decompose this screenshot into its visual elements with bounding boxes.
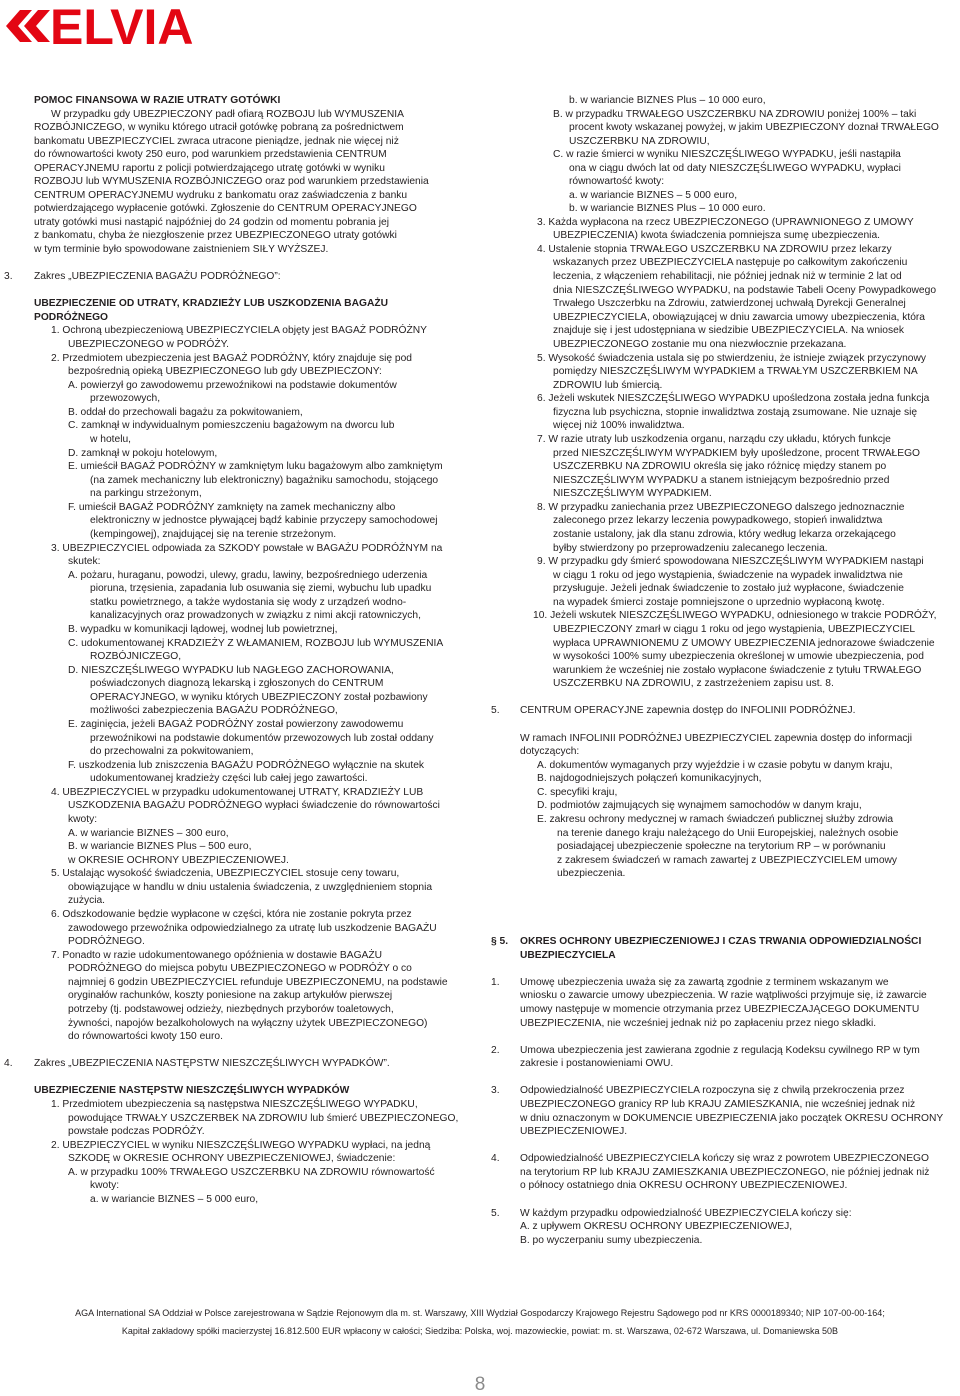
right-column-text-line: fizyczna lub psychiczna, stopnie inwalidztwa zostają zsumowane. Nie uznaje się: [553, 407, 918, 418]
right-column-text-line: UBEZPIECZONEGO zostanie mu ona niezwłocznie przekazana.: [553, 339, 847, 350]
right-column-text-line: na terytorium RP lub KRAJU ZAMIESZKANIA UBEZPIECZONEGO, nie później jednak niż: [520, 1167, 930, 1178]
right-column-text-line: B. w przypadku TRWAŁEGO USZCZERBKU NA ZDROWIU poniżej 100% – taki: [553, 109, 917, 120]
left-column-text-line: 2. UBEZPIECZYCIEL w wyniku NIESZCZĘŚLIWEGO WYPADKU wypłaci, na jedną: [51, 1140, 431, 1151]
right-column-text-line: UBEZPIECZONY zmarł w ciągu 1 roku od jego wystąpienia, UBEZPIECZYCIEL: [553, 624, 916, 635]
right-column-text-line: ZDROWIU lub śmiercią.: [553, 380, 663, 391]
brand-wordmark: ELVIA: [50, 6, 194, 46]
right-column-text-line: USZCZERBKU NA ZDROWIU, z zastrzeżeniem zapisu ust. 8.: [553, 678, 834, 689]
left-column-text-line: udokumentowanej kradzieży części lub całej jego zawartości.: [90, 773, 368, 784]
left-column-text-line: A. w wariancie BIZNES – 300 euro,: [68, 828, 229, 839]
right-column-text-line: Odpowiedzialność UBEZPIECZYCIELA kończy się wraz z powrotem UBEZPIECZONEGO: [520, 1153, 929, 1164]
left-column-text-line: A. powierzył go zawodowemu przewoźnikowi na podstawie dokumentów: [68, 380, 397, 391]
left-column-text-line: Zakres „UBEZPIECZENIA NASTĘPSTW NIESZCZĘŚLIWYCH WYPADKÓW”.: [34, 1058, 390, 1069]
right-column-text-line: leczenia, z włączeniem rehabilitacji, nie później jednak niż w terminie 2 lat od: [553, 271, 902, 282]
right-column-text-line: USZCZERBKU NA ZDROWIU określa się jako różnicę między stanem po: [553, 461, 887, 472]
left-column-text-line: ROZBÓJNICZEGO, w wyniku którego utracił gotówkę pobraną za pośrednictwem: [34, 122, 404, 133]
left-column-text-line: 7. Ponadto w razie udokumentowanego opóźnienia w dostawie BAGAŻU: [51, 950, 383, 961]
right-column-text-line: 5.: [491, 705, 500, 716]
left-column-text-line: a. w wariancie BIZNES – 5 000 euro,: [90, 1194, 259, 1205]
left-column-text-line: D. zamknął w pokoju hotelowym,: [68, 448, 218, 459]
left-column-text-line: ROZBÓJNICZEGO,: [90, 651, 182, 662]
left-column-text-line: B. oddał do przechowali bagażu za pokwitowaniem,: [68, 407, 303, 418]
right-column-text-line: NIESZCZĘŚLIWYM WYPADKU a stanem istniejącym bezpośrednio przed: [553, 475, 890, 486]
left-column-text-line: kwoty:: [90, 1180, 120, 1191]
left-column-text-line: 3.: [4, 271, 13, 282]
left-column-text-line: bankomatu UBEZPIECZYCIEL zwraca utracone pieniądze, jednak nie więcej niż: [34, 136, 399, 147]
left-column-text-line: kwoty:: [68, 814, 98, 825]
left-column-text-line: F. uszkodzenia lub zniszczenia BAGAŻU PODRÓŻNEGO wyłącznie na skutek: [68, 760, 425, 771]
right-column-text-line: wniosku o zawarcie umowy ubezpieczenia. W razie wątpliwości przyjmuje się, iż zawarcie: [520, 990, 927, 1001]
left-column-text-line: 4. UBEZPIECZYCIEL w przypadku udokumentowanej UTRATY, KRADZIEŻY LUB: [51, 787, 424, 798]
left-column-text-line: 4.: [4, 1058, 13, 1069]
right-column-text-line: B. po wyczerpaniu sumy ubezpieczenia.: [520, 1235, 703, 1246]
left-column-text-line: statku powietrznego, a także wydostania się wody z urządzeń wodno-: [90, 597, 407, 608]
left-column-text-line: przewozowych,: [90, 393, 161, 404]
right-column-text-line: USZCZERBKU NA ZDROWIU,: [569, 136, 710, 147]
left-column-text-line: 2. Przedmiotem ubezpieczenia jest BAGAŻ PODRÓŻNY, który znajduje się pod: [51, 353, 412, 364]
left-column-text-line: powstałe podczas PODRÓŻY.: [68, 1126, 205, 1137]
left-column-text-line: w OKRESIE OCHRONY UBEZPIECZENIOWEJ.: [68, 855, 289, 866]
left-column-text-line: do równowartości kwoty 150 euro.: [68, 1031, 223, 1042]
right-column-text-line: 9. W przypadku gdy śmierć spowodowana NIESZCZĘŚLIWYM WYPADKIEM nastąpi: [537, 556, 924, 567]
right-column-text-line: byłby stwierdzony po przeprowadzeniu zalecanego leczenia.: [553, 543, 828, 554]
right-column-text-line: przysługuje. Jeżeli jednak świadczenie to zostało już wypłacone, świadczenie: [553, 583, 904, 594]
left-column-text-line: potrzeby (tj. podstawowej odzieży, niezbędnych przyborów toaletowych,: [68, 1004, 394, 1015]
left-column-text-line: oryginałów rachunków, koszty poniesione na zakup artykułów pierwszej: [68, 990, 393, 1001]
right-column-text-line: 1.: [491, 977, 500, 988]
left-column-text-line: przewoźnikowi na podstawie dokumentów przewozowych lub został oddany: [90, 733, 434, 744]
left-column-text-line: SZKODĘ w OKRESIE OCHRONY UBEZPIECZENIOWEJ, świadczenie:: [68, 1153, 396, 1164]
left-column-text-line: obowiązujące w handlu w dniu ustalenia świadczenia, z uwzględnieniem stopnia: [68, 882, 433, 893]
left-column-text-line: C. udokumentowanej KRADZIEŻY Z WŁAMANIEM, ROZBOJU lub WYMUSZENIA: [68, 638, 444, 649]
left-column-text-line: UBEZPIECZENIE NASTĘPSTW NIESZCZĘŚLIWYCH WYPADKÓW: [34, 1085, 350, 1096]
left-column-text-line: żywności, napojów bezalkoholowych na wyłączny użytek UBEZPIECZONEGO): [68, 1018, 428, 1029]
page-number: 8: [474, 1374, 486, 1395]
left-column-text-line: 3. UBEZPIECZYCIEL odpowiada za SZKODY powstałe w BAGAŻU PODRÓŻNYM na: [51, 543, 443, 554]
right-column-text-line: wypłaca UPRAWNIONEMU Z UMOWY UBEZPIECZENIA jednorazowe świadczenie: [553, 638, 935, 649]
left-column-text-line: C. zamknął w indywidualnym pomieszczeniu bagażowym na dworcu lub: [68, 420, 395, 431]
right-column-text-line: z zakresem świadczeń w ramach zawartej z UBEZPIECZYCIELEM umowy: [557, 855, 898, 866]
right-column-text-line: równowartość kwoty:: [569, 176, 665, 187]
right-column-text-line: A. dokumentów wymaganych przy wyjeździe i w czasie pobytu w danym kraju,: [537, 760, 893, 771]
left-column-text-line: B. wypadku w komunikacji lądowej, wodnej lub powietrznej,: [68, 624, 338, 635]
right-column-text-line: Umowę ubezpieczenia uważa się za zawartą zgodnie z terminem wskazanym we: [520, 977, 889, 988]
left-column-text-line: 6. Odszkodowanie będzie wypłacone w części, która nie zostanie pokryta przez: [51, 909, 412, 920]
right-column-text-line: o północy ostatniego dnia OKRESU OCHRONY UBEZPIECZENIOWEJ.: [520, 1180, 848, 1191]
left-column-text-line: skutek:: [68, 556, 101, 567]
right-column-text-line: NIESZCZĘŚLIWYM WYPADKIEM.: [553, 488, 712, 499]
left-column-text-line: UBEZPIECZENIE OD UTRATY, KRADZIEŻY LUB USZKODZENIA BAGAŻU: [34, 298, 389, 309]
left-column-text-line: potwierdzającego wypłacenie gotówki. Zgłoszenie do CENTRUM OPERACYJNEGO: [34, 203, 417, 214]
right-column-text-line: wskazanych przez UBEZPIECZYCIELA następuje po całkowitym zakończeniu: [553, 257, 908, 268]
right-column-text-line: 2.: [491, 1045, 500, 1056]
left-column-text-line: D. NIESZCZĘŚLIWEGO WYPADKU lub NAGŁEGO ZACHOROWANIA,: [68, 665, 394, 676]
right-column-text-line: zaleconego przez lekarzy leczenia powypadkowego, stopień inwalidztwa: [553, 515, 883, 526]
right-column-text-line: b. w wariancie BIZNES Plus – 10 000 euro,: [569, 95, 766, 106]
left-column-text-line: 5. Ustalając wysokość świadczenia, UBEZPIECZYCIEL stosuje ceny towaru,: [51, 868, 400, 879]
right-column-text-line: przed NIESZCZĘŚLIWYM WYPADKIEM były upośledzone, procent TRWAŁEGO: [553, 448, 921, 459]
right-column-text-line: dotyczących:: [520, 746, 580, 757]
left-column-text-line: 1. Ochroną ubezpieczeniową UBEZPIECZYCIELA objęty jest BAGAŻ PODRÓŻNY: [51, 325, 427, 336]
right-column-text-line: CENTRUM OPERACYJNE zapewnia dostęp do INFOLINII PODRÓŻNEJ.: [520, 705, 856, 716]
left-column-text-line: możliwości zabezpieczenia BAGAŻU PODRÓŻNEGO,: [90, 705, 338, 716]
right-column-text-line: 8. W przypadku zaniechania przez UBEZPIECZONEGO dalszego jednoznacznie: [537, 502, 905, 513]
right-column-text-line: 10. Jeżeli wskutek NIESZCZĘŚLIWEGO WYPADKU, odniesionego w trakcie PODRÓŻY,: [533, 610, 937, 621]
right-column-text-line: Trwałego Uszczerbku na Zdrowiu, zatwierdzonej uchwałą Dyrekcji Generalnej: [553, 298, 906, 309]
right-column-text-line: E. zakresu ochrony medycznej w ramach świadczeń publicznej służby zdrowia: [537, 814, 894, 825]
right-column-text-line: § 5.: [491, 936, 509, 947]
right-column-text-line: umowy następuje w momencie otrzymania przez UBEZPIECZAJĄCEGO DOKUMENTU: [520, 1004, 920, 1015]
right-column-text-line: UBEZPIECZENIOWEJ.: [520, 1126, 628, 1137]
elvia-logo: [4, 6, 266, 46]
left-column-text-line: najmniej 6 godzin UBEZPIECZYCIEL refunduje UBEZPIECZONEMU, na podstawie: [68, 977, 448, 988]
left-column-text-line: zużycia.: [68, 895, 106, 906]
right-column-text-line: OKRES OCHRONY UBEZPIECZENIOWEJ I CZAS TRWANIA ODPOWIEDZIALNOŚCI: [520, 936, 922, 947]
left-column-text-line: E. zaginięcia, jeżeli BAGAŻ PODRÓŻNY został powierzony zawodowemu: [68, 719, 404, 730]
right-column-text-line: C. specyfiki kraju,: [537, 787, 618, 798]
right-column-text-line: UBEZPIECZENIA) kwota świadczenia pomniejsza sumę ubezpieczenia.: [553, 230, 880, 241]
right-column-text-line: w wysokości 100% sumy ubezpieczenia określonej w umowie ubezpieczenia, pod: [553, 651, 924, 662]
right-column-text-line: na terenie danego kraju należącego do Unii Europejskiej, należnych osobie: [557, 828, 899, 839]
right-column-text-line: UBEZPIECZYCIELA: [520, 950, 616, 961]
left-column-text-line: B. w wariancie BIZNES Plus – 500 euro,: [68, 841, 252, 852]
right-column-text-line: UBEZPIECZYCIELA, obowiązującej w dniu zawarcia umowy ubezpieczenia, która: [553, 312, 926, 323]
right-column-text-line: procent kwoty wskazanej powyżej, w jakim UBEZPIECZONY doznał TRWAŁEGO: [569, 122, 939, 133]
right-column-text-line: posiadającej ubezpieczenie społeczne na terytorium RP – w porównaniu: [557, 841, 886, 852]
right-column-text-line: W każdym przypadku odpowiedzialność UBEZPIECZYCIELA kończy się:: [520, 1208, 852, 1219]
right-column-text-line: 3.: [491, 1085, 500, 1096]
right-column-text-line: b. w wariancie BIZNES Plus – 10 000 euro.: [569, 203, 766, 214]
right-column-text-line: w dniu oznaczonym w DOKUMENCIE UBEZPIECZENIA jako początek OKRESU OCHRONY: [520, 1113, 944, 1124]
left-column-text-line: PODRÓŻNEGO: [34, 312, 109, 323]
right-column-text-line: zostanie ustalony, jak dla stanu zdrowia, który według lekarza orzekającego: [553, 529, 896, 540]
right-column-text-line: zakresie i postanowieniami OWU.: [520, 1058, 674, 1069]
left-column-text-line: zawodowego przewoźnika odpowiedzialnego za utratę lub uszkodzenie BAGAŻU: [68, 923, 437, 934]
left-column-text-line: kanalizacyjnych oraz prowadzonych w związku z nimi akcji ratowniczych,: [90, 610, 421, 621]
left-column-text-line: W przypadku gdy UBEZPIECZONY padł ofiarą ROZBOJU lub WYMUSZENIA: [51, 109, 404, 120]
left-column-text-line: w hotelu,: [90, 434, 132, 445]
right-column-text-line: 6. Jeżeli wskutek NIESZCZĘŚLIWEGO WYPADKU upośledzona została jedna funkcja: [537, 393, 930, 404]
left-column-text-line: do równowartości kwoty 250 euro, pod warunkiem przedstawienia CENTRUM: [34, 149, 387, 160]
right-column-text-line: więcej niż 100% inwalidztwa.: [553, 420, 685, 431]
left-column-text-line: A. pożaru, huraganu, powodzi, ulewy, gradu, lawiny, bezpośredniego uderzenia: [68, 570, 428, 581]
right-column-text-line: W ramach INFOLINII PODRÓŻNEJ UBEZPIECZYCIEL zapewnia dostęp do informacji: [520, 733, 913, 744]
footer-line-2: Kapitał zakładowy spółki macierzystej 16.812.500 EUR wpłacony w całości; Siedziba: Polska, woj. mazowieckie, powiat: m. st. Warszawa, 02-672 Warszawa, ul. Domaniewska 50B: [121, 1326, 839, 1336]
right-column-text-line: 5.: [491, 1208, 500, 1219]
right-column-text-line: Umowa ubezpieczenia jest zawierana zgodnie z regulacją Kodeksu cywilnego RP w tym: [520, 1045, 920, 1056]
left-column-text-line: bezpośrednią opieką UBEZPIECZONEGO lub gdy UBEZPIECZONY:: [68, 366, 382, 377]
left-column-text-line: UBEZPIECZONEGO w PODRÓŻY.: [68, 339, 229, 350]
right-column-text-line: A. z upływem OKRESU OCHRONY UBEZPIECZENIOWEJ,: [520, 1221, 793, 1232]
left-column-text-line: PODRÓŻNEGO do miejsca pobytu UBEZPIECZONEGO w PODRÓŻY o co: [68, 963, 412, 974]
right-column-text-line: UBEZPIECZONEGO granicy RP lub KRAJU ZAMIESZKANIA, nie wcześniej jednak niż: [520, 1099, 916, 1110]
page-footer: [0, 1304, 960, 1340]
right-column-text-line: w ciągu 1 roku od jego wystąpienia, świadczenie na wypadek inwalidztwa nie: [553, 570, 903, 581]
right-column-text-line: a. w wariancie BIZNES – 5 000 euro,: [569, 190, 738, 201]
left-column-text-line: POMOC FINANSOWA W RAZIE UTRATY GOTÓWKI: [34, 95, 281, 106]
left-column-text-line: Zakres „UBEZPIECZENIA BAGAŻU PODRÓŻNEGO”:: [34, 271, 281, 282]
left-column-text-line: F. umieścił BAGAŻ PODRÓŻNY zamknięty na zamek mechaniczny albo: [68, 502, 396, 513]
right-column-text-line: znajduje się i jest udostępniana w siedzibie UBEZPIECZYCIELA. Na wniosek: [553, 325, 904, 336]
elvia-logo-graphic: [4, 6, 266, 46]
right-column-text-line: D. podmiotów zajmujących się wynajmem samochodów w danym kraju,: [537, 800, 862, 811]
left-column-text-line: E. umieścił BAGAŻ PODRÓŻNY w zamkniętym luku bagażowym albo zamkniętym: [68, 461, 443, 472]
right-column-text-line: C. w razie śmierci w wyniku NIESZCZĘŚLIWEGO WYPADKU, jeśli nastąpiła: [553, 149, 901, 160]
left-column-text-line: A. w przypadku 100% TRWAŁEGO USZCZERBKU NA ZDROWIU równowartość: [68, 1167, 435, 1178]
right-column-text-line: ona w ciągu dwóch lat od daty NIESZCZĘŚLIWEGO WYPADKU, wypłaci: [569, 163, 901, 174]
right-column-text-line: pomiędzy NIESZCZĘŚLIWYM WYPADKIEM a TRWAŁYM USZCZERBKIEM NA: [553, 366, 918, 377]
right-column-text-line: na wypadek śmierci zostaje pomniejszone o uprzednio wypłaconą kwotę.: [553, 597, 885, 608]
right-column-text-line: 5. Wysokość świadczenia ustala się po stwierdzeniu, że istnieje związek przyczynowy: [537, 353, 926, 364]
right-column-text-line: ubezpieczenia.: [557, 868, 626, 879]
right-column-text-line: Odpowiedzialność UBEZPIECZYCIELA rozpoczyna się z chwilą przekroczenia przez: [520, 1085, 905, 1096]
left-column-text-line: na parkingu strzeżonym,: [90, 488, 202, 499]
left-column-text-line: OPERACYJNEGO, w wyniku których UBEZPIECZONY został pozbawiony: [90, 692, 428, 703]
left-column-text-line: CENTRUM OPERACYJNEMU wydruku z bankomatu oraz zaświadczenia z banku: [34, 190, 408, 201]
left-column-text-line: PODRÓŻNEGO.: [68, 936, 145, 947]
left-column-text-line: (kempingowej), znajdującej się na terenie strzeżonym.: [90, 529, 337, 540]
footer-line-1: AGA International SA Oddział w Polsce zarejestrowana w Sądzie Rejonowym dla m. st. Warszawy, XIII Wydział Gospodarczy Krajowego Rejestru Sądowego pod nr KRS 0000189340; NIP 107-00-00-164;: [75, 1308, 885, 1318]
right-column-text-line: 4.: [491, 1153, 500, 1164]
right-column-text-line: UBEZPIECZENIA, nie wcześniej jednak niż po zapłaceniu przez niego składki.: [520, 1018, 877, 1029]
left-column-text-line: USZKODZENIA BAGAŻU PODRÓŻNEGO wypłaci świadczenie do równowartości: [68, 800, 440, 811]
left-column-text-line: ROZBOJU lub WYMUSZENIA ROZBÓJNICZEGO oraz pod warunkiem przedstawienia: [34, 176, 429, 187]
left-column-text-line: (na zamek mechaniczny lub elektroniczny) bagażniku samochodu, stojącego: [90, 475, 439, 486]
right-column-text-line: 4. Ustalenie stopnia TRWAŁEGO USZCZERBKU NA ZDROWIU przez lekarzy: [537, 244, 892, 255]
right-column-text-line: 7. W razie utraty lub uszkodzenia organu, narządu czy układu, których funkcje: [537, 434, 891, 445]
left-column-text-line: poświadczonych diagnozą lekarską i zgłoszonych do CENTRUM: [90, 678, 384, 689]
right-column-text-line: B. najdogodniejszych połączeń komunikacyjnych,: [537, 773, 762, 784]
right-column-text-line: 3. Każda wypłacona na rzecz UBEZPIECZONEGO (UPRAWNIONEGO Z UMOWY: [537, 217, 914, 228]
left-column-text-line: elektroniczny w jednostce pływającej bądź kabinie przyczepy samochodowej: [90, 515, 438, 526]
left-column-text-line: z bankomatu, chyba że niezgłoszenie przez UBEZPIECZONEGO utraty gotówki: [34, 230, 397, 241]
left-column-text-line: w tym terminie było spowodowane zaistnieniem SIŁY WYŻSZEJ.: [34, 244, 329, 255]
right-column-text-line: dnia NIESZCZĘŚLIWEGO WYPADKU, na podstawie Tabeli Oceny Powypadkowego: [553, 285, 937, 296]
left-column-text-line: pioruna, trzęsienia, zapadania lub osuwania się ziemi, wybuchu lub upadku: [90, 583, 432, 594]
left-column-text-line: OPERACYJNEMU raportu z policji potwierdzającego utratę gotówki w wyniku: [34, 163, 385, 174]
left-column-text-line: 1. Przedmiotem ubezpieczenia są następstwa NIESZCZĘŚLIWEGO WYPADKU,: [51, 1099, 418, 1110]
left-column-text-line: powodujące TRWAŁY USZCZERBEK NA ZDROWIU lub śmierć UBEZPIECZONEGO,: [68, 1113, 459, 1124]
left-column-text-line: do przechowalni za pokwitowaniem,: [90, 746, 254, 757]
left-column-text-line: utraty gotówki musi nastąpić najpóźniej do 24 godzin od momentu pobrania jej: [34, 217, 389, 228]
right-column-text-line: warunkiem że wcześniej nie zostało wypłacone świadczenie z tytułu TRWAŁEGO: [553, 665, 922, 676]
